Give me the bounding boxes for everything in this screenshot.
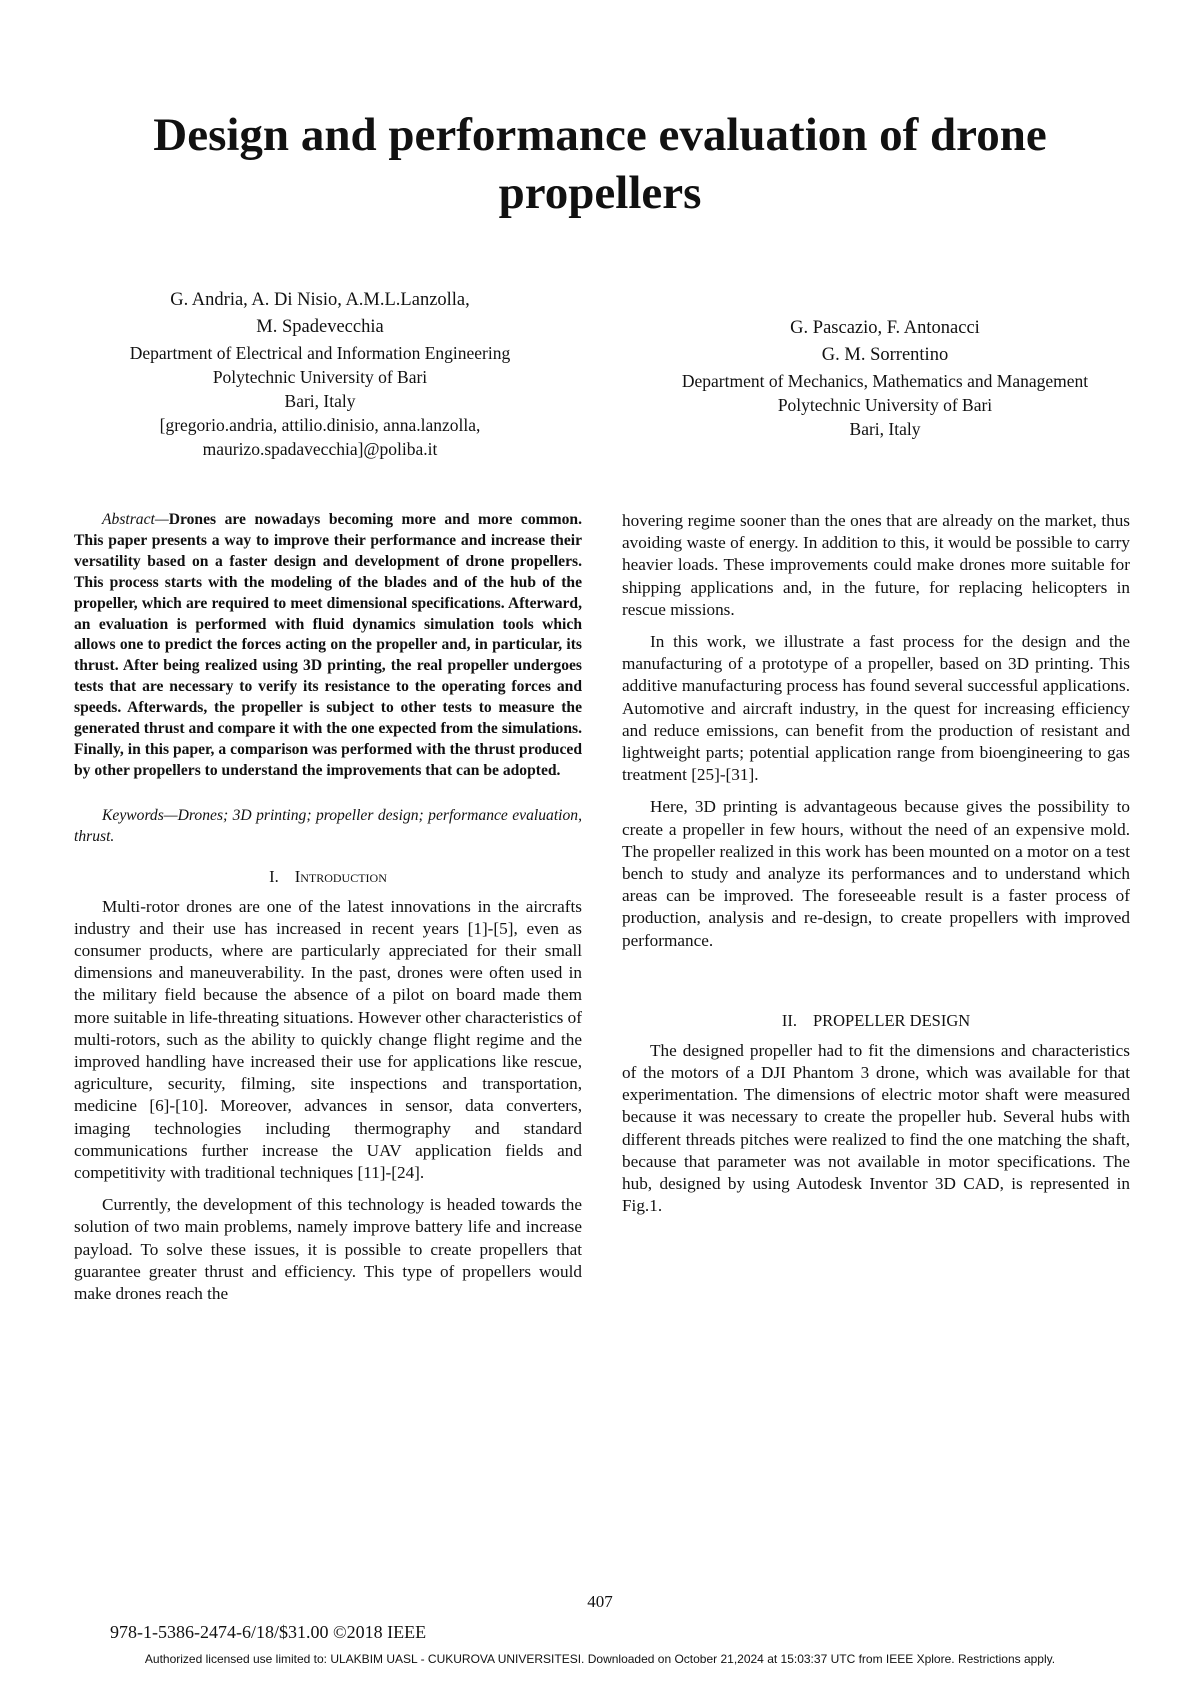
page-number: 407: [587, 1592, 613, 1611]
license-notice: Authorized licensed use limited to: ULAKBIM UASL - CUKUROVA UNIVERSITESI. Downloaded on October 21,2024 at 15:03:37 UTC from IEEE Xplore. Restrictions apply.: [144, 1652, 1056, 1666]
section-title: PROPELLER DESIGN: [812, 1010, 971, 1030]
department: Department of Electrical and Information Engineering: [129, 343, 511, 363]
body-paragraph: Here, 3D printing is advantageous because gives the possibility to create a propeller in few hours, without the need of an expensive mold. The propeller realized in this work has been mounted on a motor on a test bench to study and analyze its performances and to understand which areas can be improved. The foreseeable result is a faster process of production, analysis and re-design, to create propellers with improved performance.: [622, 797, 1130, 950]
section-heading-propeller-design: [622, 1010, 1130, 1032]
university: Polytechnic University of Bari: [212, 367, 428, 387]
body-paragraph: The designed propeller had to fit the dimensions and characteristics of the motors of a DJI Phantom 3 drone, which was available for that experimentation. The dimensions of electric motor shaft were measured because it was necessary to create the propeller hub. Several hubs with different threads pitches were realized to find the one matching the shaft, because that parameter was not available in motor specifications. The hub, designed by using Autodesk Inventor 3D CAD, is represented in Fig.1.: [622, 1040, 1130, 1216]
department: Department of Mechanics, Mathematics and Management: [681, 371, 1089, 391]
section-number: II.: [781, 1010, 797, 1030]
body-paragraph: Currently, the development of this technology is headed towards the solution of two main problems, namely improve battery life and increase payload. To solve these issues, it is possible to create propellers that guarantee greater thrust and efficiency. This type of propellers would make drones reach the: [74, 1195, 582, 1304]
section-title: Introduction: [294, 866, 387, 886]
email-line-2: maurizo.spadavecchia]@poliba.it: [202, 439, 438, 459]
author-names-line-2: G. M. Sorrentino: [821, 345, 949, 365]
location: Bari, Italy: [849, 419, 921, 439]
left-column: [74, 510, 582, 1315]
author-names-line-1: G. Andria, A. Di Nisio, A.M.L.Lanzolla,: [170, 290, 470, 310]
affiliation-left: [70, 287, 570, 461]
abstract-label: Abstract—: [102, 511, 169, 528]
abstract: [74, 510, 582, 782]
location: Bari, Italy: [284, 391, 356, 411]
paper-title: Design and performance evaluation of drone propellers: [153, 109, 1047, 219]
right-column: [622, 510, 1130, 1227]
affiliation-right: [635, 315, 1135, 441]
university: Polytechnic University of Bari: [777, 395, 993, 415]
keywords-text: Drones; 3D printing; propeller design; performance evaluation, thrust.: [74, 806, 582, 845]
section-heading-introduction: [74, 866, 582, 888]
copyright-notice: 978-1-5386-2474-6/18/$31.00 ©2018 IEEE: [110, 1622, 427, 1642]
body-paragraph: In this work, we illustrate a fast process for the design and the manufacturing of a prototype of a propeller, based on 3D printing. This additive manufacturing process has found several successful applications. Automotive and aircraft industry, in the quest for increasing efficiency and reduce emissions, can benefit from the production of resistant and lightweight parts; potential application range from bioengineering to gas treatment [25]-[31].: [622, 632, 1130, 785]
email-line-1: [gregorio.andria, attilio.dinisio, anna.lanzolla,: [159, 415, 481, 435]
body-paragraph: Multi-rotor drones are one of the latest innovations in the aircrafts industry and their use has increased in recent years [1]-[5], even as consumer products, where are particularly appreciated for their small dimensions and maneuverability. In the past, drones were often used in the military field because the absence of a pilot on board made them more suitable in life-threating situations. However other characteristics of multi-rotors, such as the ability to quickly change flight regime and the improved handling have increased their use for applications like rescue, agriculture, security, filming, site inspections and transportation, medicine [6]-[10]. Moreover, advances in sensor, data converters, imaging technologies including thermography and standard communications further increase the UAV application fields and competitivity with traditional techniques [11]-[24].: [74, 896, 582, 1183]
body-paragraph-continued: hovering regime sooner than the ones that are already on the market, thus avoiding waste of energy. In addition to this, it would be possible to carry heavier loads. These improvements could make drones more suitable for shipping applications and, in the future, for replacing helicopters in rescue missions.: [622, 511, 1130, 619]
section-number: I.: [269, 866, 279, 886]
keywords-label: Keywords—: [102, 806, 178, 824]
abstract-text: Drones are nowadays becoming more and more common. This paper presents a way to improve their performance and increase their versatility based on a faster design and development of drone propellers. This process starts with the modeling of the blades and of the hub of the propeller, which are required to meet dimensional specifications. Afterward, an evaluation is performed with fluid dynamics simulation tools which allows one to predict the forces acting on the propeller and, in particular, its thrust. After being realized using 3D printing, the real propeller undergoes tests that are necessary to verify its resistance to the operating forces and speeds. Afterwards, the propeller is subject to other tests to measure the generated thrust and compare it with the one expected from the simulations. Finally, in this paper, a comparison was performed with the thrust produced by other propellers to understand the improvements that can be adopted.: [74, 511, 582, 779]
keywords: [74, 806, 582, 848]
author-names-line-1: G. Pascazio, F. Antonacci: [790, 318, 980, 338]
author-names-line-2: M. Spadevecchia: [256, 317, 384, 337]
